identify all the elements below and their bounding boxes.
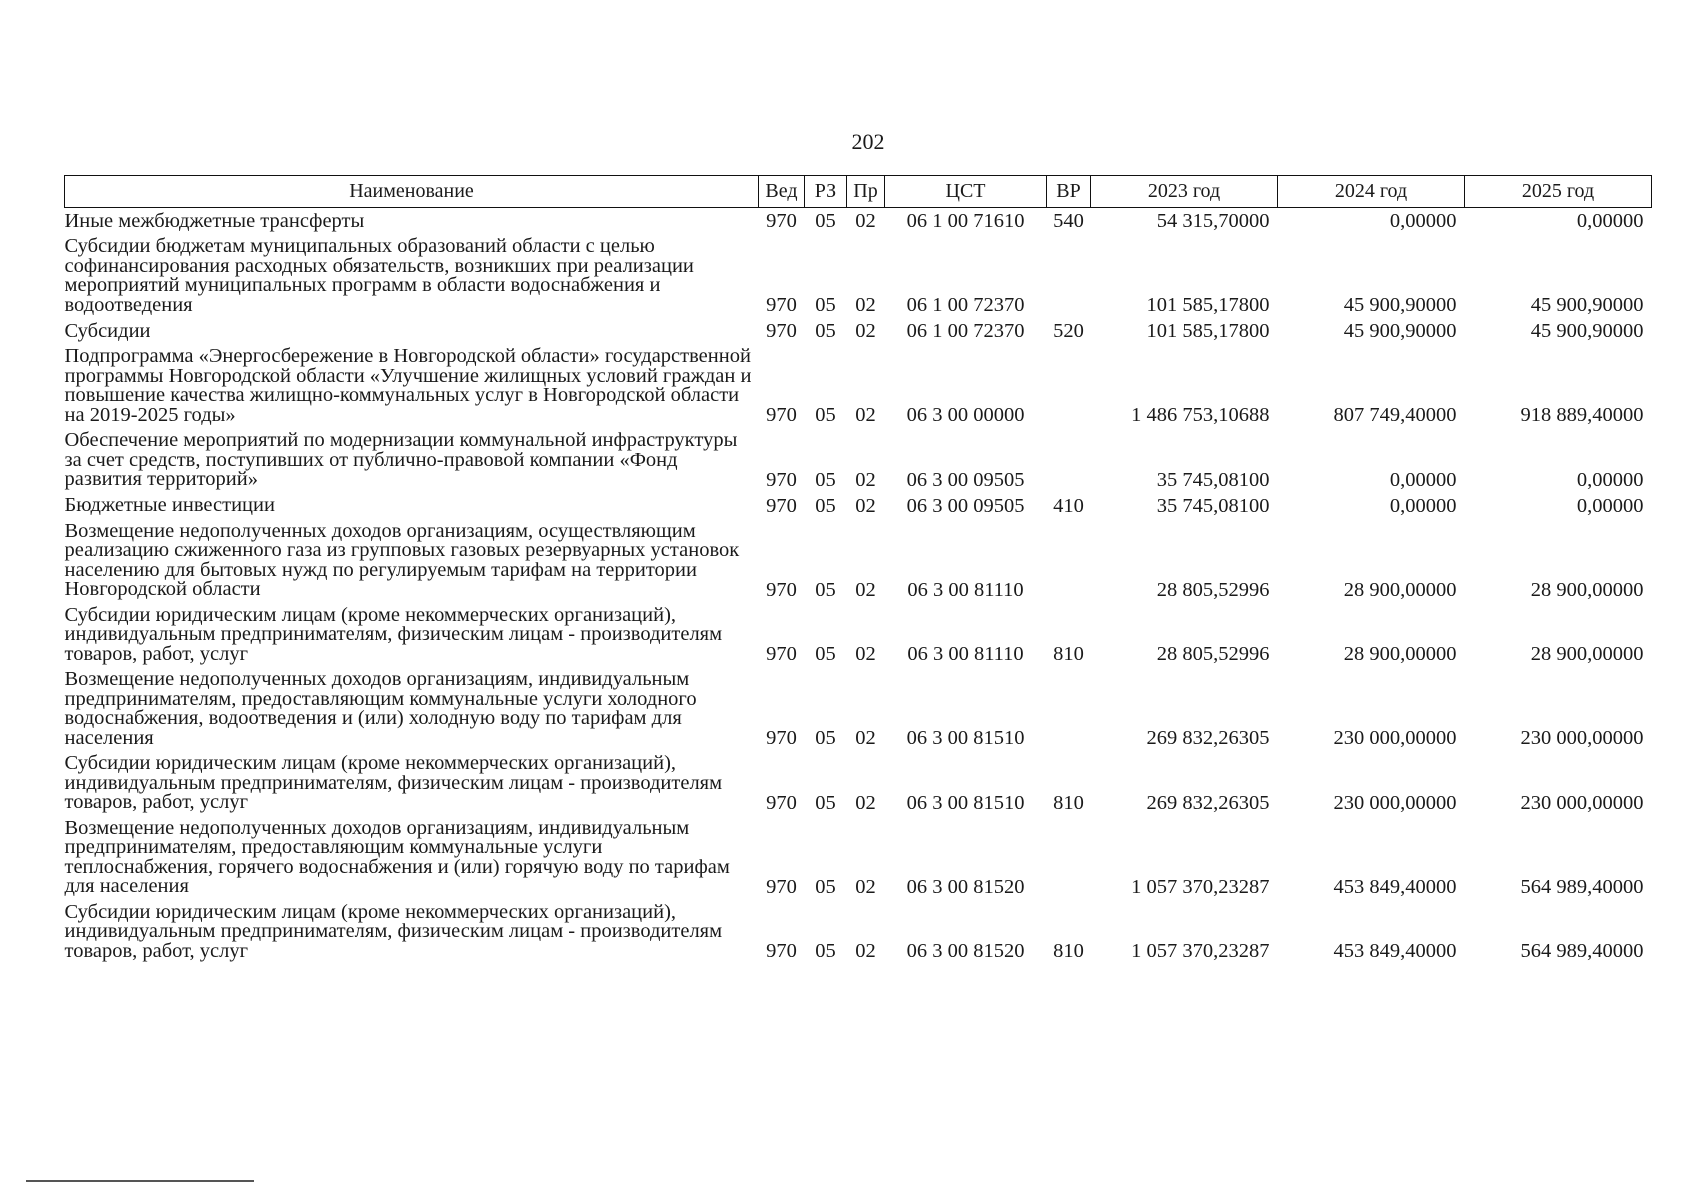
header-name: Наименование: [65, 176, 759, 208]
cell-vr: [1047, 519, 1091, 603]
cell-2024: 28 900,00000: [1343, 578, 1457, 601]
cell-ved: 970: [766, 468, 797, 491]
header-2023: 2023 год: [1091, 176, 1278, 208]
cell-rz: 05: [815, 294, 836, 316]
cell-vr: [1047, 667, 1091, 751]
header-2025: 2025 год: [1465, 176, 1652, 208]
cell-name: Обеспечение мероприятий по модернизации коммунальной инфраструктуры за счет средств, поступивших от публично-правовой компании «Фонд развития территорий»: [64, 429, 738, 490]
cell-rz: 05: [815, 494, 836, 517]
cell-2024: 45 900,90000: [1343, 320, 1457, 342]
cell-2023: 28 805,52996: [1156, 643, 1270, 665]
cell-pr: 02: [855, 404, 876, 426]
cell-vr: [1047, 816, 1091, 900]
cell-vr: [1047, 428, 1091, 493]
cell-cst: 06 3 00 81520: [906, 875, 1025, 898]
cell-2024: 0,00000: [1389, 494, 1457, 517]
cell-name: Иные межбюджетные трансферты: [64, 209, 365, 232]
cell-2024: 0,00000: [1389, 468, 1457, 491]
cell-2024: 453 849,40000: [1333, 875, 1457, 898]
cell-2025: 45 900,90000: [1530, 294, 1644, 316]
cell-cst: 06 3 00 81110: [907, 643, 1024, 665]
header-row: [65, 176, 1652, 208]
cell-2024: 28 900,00000: [1343, 643, 1457, 665]
cell-rz: 05: [815, 468, 836, 491]
cell-2025: 918 889,40000: [1520, 404, 1644, 426]
cell-cst: 06 3 00 81520: [906, 940, 1025, 962]
table-row: [65, 493, 1652, 519]
cell-vr: 540: [1053, 210, 1084, 232]
cell-2023: 54 315,70000: [1156, 210, 1270, 232]
cell-ved: 970: [766, 578, 797, 601]
cell-2025: 28 900,00000: [1530, 578, 1644, 601]
cell-2023: 269 832,26305: [1146, 727, 1270, 749]
cell-ved: 970: [766, 940, 797, 962]
cell-pr: 02: [855, 294, 876, 316]
header-ved: Вед: [759, 176, 805, 208]
cell-cst: 06 1 00 71610: [906, 210, 1025, 232]
budget-table: [64, 175, 1651, 964]
table-body: [65, 208, 1652, 965]
cell-rz: 05: [815, 643, 836, 665]
cell-2025: 230 000,00000: [1520, 727, 1644, 749]
cell-ved: 970: [766, 875, 797, 898]
cell-cst: 06 3 00 00000: [906, 404, 1025, 426]
cell-name: Субсидии: [64, 319, 151, 342]
cell-pr: 02: [855, 320, 876, 342]
cell-2024: 45 900,90000: [1343, 294, 1457, 316]
cell-2024: 230 000,00000: [1333, 791, 1457, 814]
cell-pr: 02: [855, 210, 876, 232]
cell-2023: 101 585,17800: [1146, 320, 1270, 342]
cell-vr: 810: [1053, 791, 1084, 814]
cell-2024: 453 849,40000: [1333, 940, 1457, 962]
table-header: [65, 176, 1652, 208]
cell-name: Субсидии юридическим лицам (кроме некоммерческих организаций), индивидуальным предпринимателям, физическим лицам - производителям товаров, работ, услуг: [64, 752, 723, 813]
table-row: [65, 208, 1652, 235]
cell-vr: 810: [1053, 940, 1084, 962]
cell-2025: 28 900,00000: [1530, 643, 1644, 665]
header-vr: ВР: [1047, 176, 1091, 208]
cell-pr: 02: [855, 727, 876, 749]
cell-cst: 06 3 00 81510: [906, 791, 1025, 814]
cell-2025: 0,00000: [1576, 494, 1644, 517]
header-cst: ЦСТ: [885, 176, 1047, 208]
cell-rz: 05: [815, 404, 836, 426]
table-row: [65, 519, 1652, 603]
cell-2025: 0,00000: [1576, 468, 1644, 491]
cell-pr: 02: [855, 578, 876, 601]
table-row: [65, 428, 1652, 493]
scan-artifact-line: [26, 1180, 254, 1182]
table-row: [65, 816, 1652, 900]
cell-ved: 970: [766, 727, 797, 749]
cell-name: Субсидии юридическим лицам (кроме некоммерческих организаций), индивидуальным предпринимателям, физическим лицам - производителям товаров, работ, услуг: [64, 900, 723, 962]
cell-name: Возмещение недополученных доходов организациям, индивидуальным предпринимателям, предоставляющим коммунальные услуги холодного водоснабжения, водоотведения и (или) холодную воду по тарифам для населения: [64, 668, 697, 749]
cell-rz: 05: [815, 320, 836, 342]
cell-2023: 1 057 370,23287: [1131, 940, 1270, 962]
table-row: [65, 751, 1652, 816]
cell-name: Субсидии юридическим лицам (кроме некоммерческих организаций), индивидуальным предпринимателям, физическим лицам - производителям товаров, работ, услуг: [64, 603, 723, 665]
cell-ved: 970: [766, 210, 797, 232]
cell-2023: 1 486 753,10688: [1131, 404, 1270, 426]
cell-ved: 970: [766, 320, 797, 342]
cell-ved: 970: [766, 791, 797, 814]
cell-rz: 05: [815, 578, 836, 601]
table-row: [65, 344, 1652, 428]
cell-cst: 06 3 00 81110: [907, 578, 1024, 601]
cell-name: Бюджетные инвестиции: [64, 494, 275, 516]
cell-2023: 35 745,08100: [1156, 494, 1270, 517]
cell-pr: 02: [855, 643, 876, 665]
cell-2023: 101 585,17800: [1146, 294, 1270, 316]
cell-vr: [1047, 344, 1091, 428]
cell-ved: 970: [766, 294, 797, 316]
cell-2023: 28 805,52996: [1156, 578, 1270, 601]
cell-pr: 02: [855, 494, 876, 517]
cell-pr: 02: [855, 468, 876, 491]
cell-vr: [1047, 234, 1091, 318]
cell-rz: 05: [815, 210, 836, 232]
cell-2024: 230 000,00000: [1333, 727, 1457, 749]
cell-pr: 02: [855, 791, 876, 814]
cell-cst: 06 1 00 72370: [906, 294, 1025, 316]
cell-pr: 02: [855, 875, 876, 898]
header-rz: РЗ: [805, 176, 847, 208]
cell-2024: 0,00000: [1389, 210, 1457, 232]
cell-2024: 807 749,40000: [1333, 404, 1457, 426]
cell-pr: 02: [855, 940, 876, 962]
table-row: [65, 234, 1652, 318]
cell-rz: 05: [815, 875, 836, 898]
cell-vr: 520: [1053, 320, 1084, 342]
table-row: [65, 900, 1652, 965]
page-number: 202: [851, 129, 885, 154]
cell-2023: 1 057 370,23287: [1131, 875, 1270, 898]
cell-name: Подпрограмма «Энергосбережение в Новгородской области» государственной программы Новгородской области «Улучшение жилищных условий граждан и повышение качества жилищно-коммунальных услуг в Новгородской области на 2019-2025 годы»: [64, 345, 752, 426]
table-row: [65, 667, 1652, 751]
cell-vr: 810: [1053, 643, 1084, 665]
cell-cst: 06 3 00 09505: [906, 468, 1025, 491]
cell-rz: 05: [815, 791, 836, 814]
cell-cst: 06 1 00 72370: [906, 320, 1025, 342]
header-2024: 2024 год: [1278, 176, 1465, 208]
cell-rz: 05: [815, 727, 836, 749]
cell-2025: 564 989,40000: [1520, 940, 1644, 962]
cell-2023: 35 745,08100: [1156, 468, 1270, 491]
cell-name: Возмещение недополученных доходов организациям, индивидуальным предпринимателям, предоставляющим коммунальные услуги теплоснабжения, горячего водоснабжения и (или) горячую воду по тарифам для населения: [64, 816, 730, 897]
cell-2025: 0,00000: [1576, 210, 1644, 232]
cell-ved: 970: [766, 643, 797, 665]
cell-name: Возмещение недополученных доходов организациям, осуществляющим реализацию сжиженного газа из групповых газовых резервуарных установок населению для бытовых нужд по регулируемым тарифам на территории Новгородской области: [64, 519, 740, 600]
table-row: [65, 603, 1652, 668]
cell-2025: 564 989,40000: [1520, 875, 1644, 898]
cell-cst: 06 3 00 09505: [906, 494, 1025, 517]
cell-vr: 410: [1053, 494, 1084, 517]
cell-2023: 269 832,26305: [1146, 791, 1270, 814]
cell-cst: 06 3 00 81510: [906, 727, 1025, 749]
table-row: [65, 318, 1652, 344]
cell-2025: 230 000,00000: [1520, 791, 1644, 814]
cell-rz: 05: [815, 940, 836, 962]
cell-name: Субсидии бюджетам муниципальных образований области с целью софинансирования расходных обязательств, возникших при реализации мероприятий муниципальных программ в области водоснабжения и водоотведения: [64, 235, 694, 316]
cell-ved: 970: [766, 404, 797, 426]
cell-ved: 970: [766, 494, 797, 517]
cell-2025: 45 900,90000: [1530, 320, 1644, 342]
header-pr: Пр: [847, 176, 885, 208]
